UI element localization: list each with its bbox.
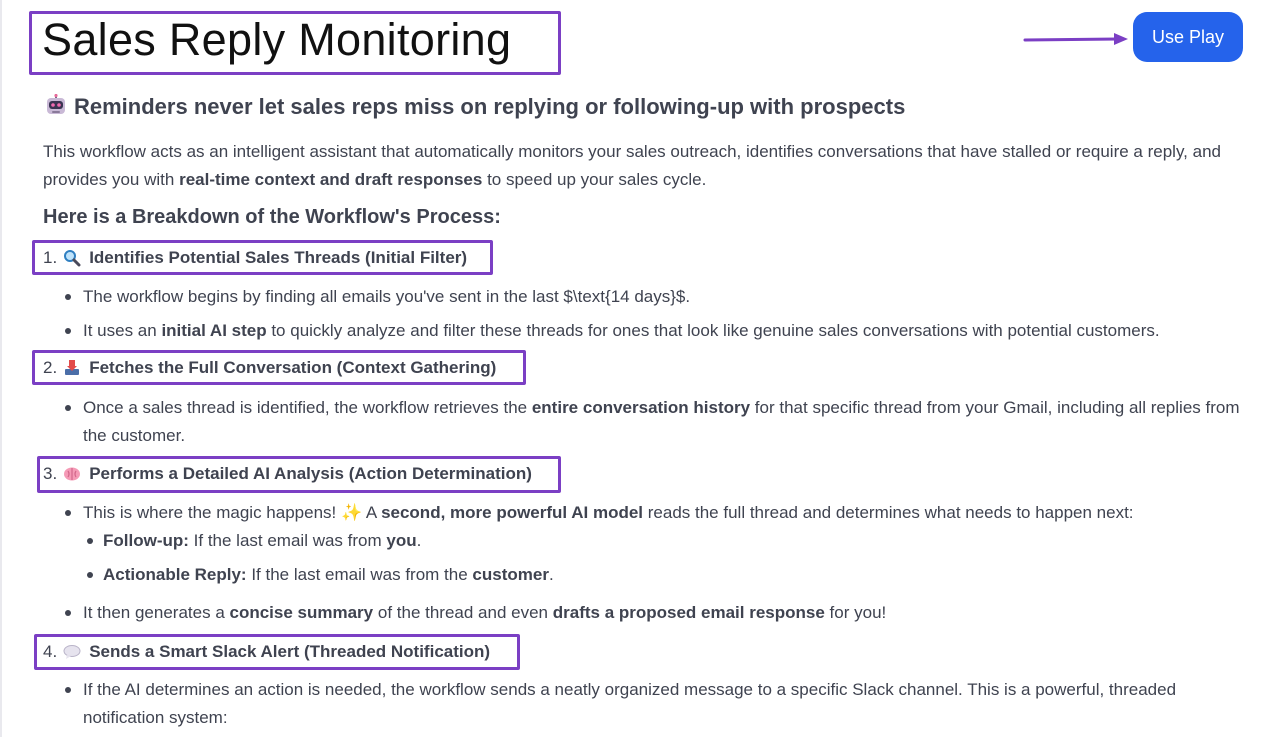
magnifier-icon	[63, 249, 81, 267]
breakdown-heading: Here is a Breakdown of the Workflow's Process:	[43, 206, 501, 228]
step-3-sub-bullet-1: Follow-up: If the last email was from you.	[103, 531, 422, 550]
use-play-button[interactable]: Use Play	[1133, 12, 1243, 62]
step-1-bullet-2: It uses an initial AI step to quickly analyze and filter these threads for ones that look like genuine sales conversations with potential customers.	[83, 321, 1160, 340]
intro-paragraph	[43, 138, 1243, 194]
step-number: 4.	[43, 642, 58, 661]
step-number: 2.	[43, 358, 58, 377]
step-1-bullet-1: The workflow begins by finding all emails you've sent in the last $\text{14 days}$.	[83, 287, 691, 306]
bullet-dot	[87, 538, 93, 544]
brain-icon	[63, 465, 81, 483]
bullet-dot	[65, 328, 71, 334]
inbox-tray-icon	[63, 359, 81, 377]
step-4-bullet-1: If the AI determines an action is needed, the workflow sends a neatly organized message to a specific Slack channel. This is a powerful, threaded notification system:	[83, 680, 1177, 727]
bullet-dot	[65, 510, 71, 516]
step-3-heading	[43, 462, 532, 486]
arrow-right-icon	[1022, 29, 1130, 49]
step-number: 1.	[43, 248, 58, 267]
step-2-bullet-1: Once a sales thread is identified, the workflow retrieves the entire conversation history for that specific thread from your Gmail, including all replies from the customer.	[83, 398, 1240, 445]
headline-text: Reminders never let sales reps miss on replying or following-up with prospects	[74, 94, 906, 119]
speech-balloon-icon	[63, 643, 81, 661]
step-label: Performs a Detailed AI Analysis (Action Determination)	[89, 464, 532, 483]
bullet-dot	[65, 610, 71, 616]
intro-text-1: This workflow acts as an intelligent assistant that automatically monitors your sales outreach, identifies conversations that have stalled or require a reply, and provides you with	[43, 142, 1221, 189]
step-label: Identifies Potential Sales Threads (Initial Filter)	[89, 248, 468, 267]
headline	[44, 94, 905, 120]
step-3-bullet-1: This is where the magic happens! ✨ A second, more powerful AI model reads the full thread and determines what needs to happen next:	[83, 503, 1134, 522]
page-title: Sales Reply Monitoring	[42, 14, 512, 65]
step-1-heading	[43, 246, 467, 270]
bullet-dot	[65, 687, 71, 693]
step-2-heading	[43, 356, 496, 380]
step-label: Sends a Smart Slack Alert (Threaded Notification)	[89, 642, 491, 661]
intro-bold: real-time context and draft responses	[179, 170, 483, 189]
step-4-heading	[43, 640, 490, 664]
step-number: 3.	[43, 464, 58, 483]
bullet-dot	[65, 405, 71, 411]
robot-icon	[44, 94, 68, 118]
bullet-dot	[87, 572, 93, 578]
step-3-bullet-2: It then generates a concise summary of the thread and even drafts a proposed email response for you!	[83, 603, 887, 622]
bullet-dot	[65, 294, 71, 300]
intro-text-2: to speed up your sales cycle.	[482, 170, 707, 189]
step-label: Fetches the Full Conversation (Context Gathering)	[89, 358, 497, 377]
step-3-sub-bullet-2: Actionable Reply: If the last email was from the customer.	[103, 565, 554, 584]
page-left-edge	[0, 0, 2, 737]
